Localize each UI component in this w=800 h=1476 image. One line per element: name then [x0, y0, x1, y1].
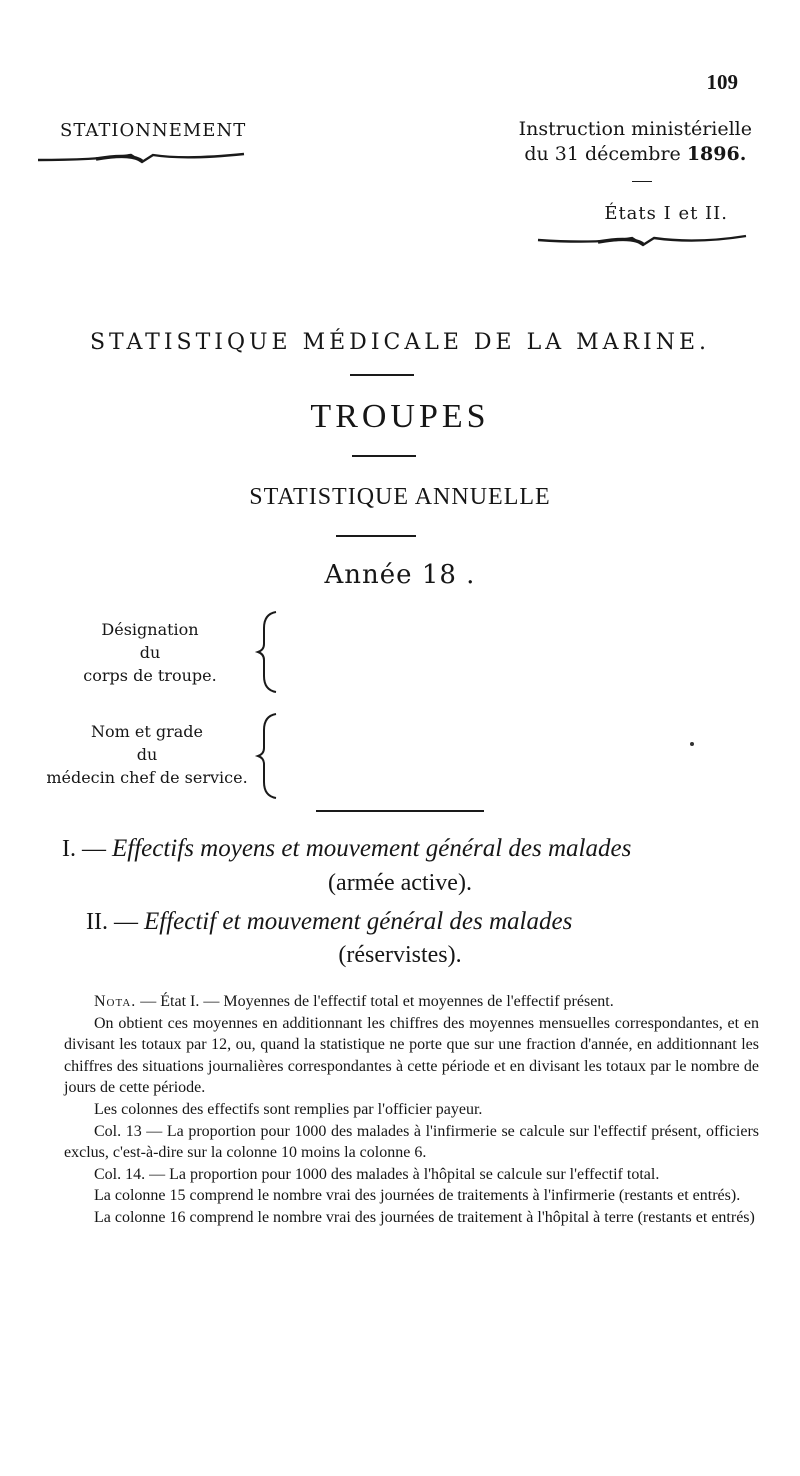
title-rule-2 — [352, 455, 416, 457]
ornament-swash-left — [36, 150, 246, 166]
short-divider — [632, 181, 652, 182]
section-2-heading — [86, 905, 786, 939]
nota-paragraph-7: La colonne 16 comprend le nombre vrai des journées de traitement à l'hôpital à terre (restants et entrés) — [94, 1208, 755, 1226]
nota-block — [64, 991, 759, 1229]
section-2-subtitle: (réservistes). — [338, 942, 462, 968]
nota-paragraph-3: Les colonnes des effectifs sont remplies par l'officier payeur. — [94, 1100, 483, 1118]
section-1-heading — [62, 832, 762, 866]
annual-statistics-title: STATISTIQUE ANNUELLE — [249, 484, 551, 510]
nota-paragraph-4: Col. 13 — La proportion pour 1000 des malades à l'infirmerie se calcule sur l'effectif présent, officiers exclus, c'est-à-dire sur la colonne 10 moins la colonne 6. — [64, 1122, 759, 1162]
field-brace-2 — [254, 712, 284, 800]
etats-label: États I et II. — [604, 203, 728, 224]
section-1-title: Effectifs moyens et mouvement général des malades — [112, 835, 632, 862]
title-rule-3 — [336, 535, 416, 537]
section-1-number: I. — — [62, 836, 106, 862]
section-1-subtitle: (armée active). — [328, 870, 472, 896]
ornament-swash-right — [536, 232, 748, 248]
instruction-date-line: du 31 décembre 1896. — [524, 143, 747, 165]
field-medecin-chef-label: Nom et grade du médecin chef de service. — [46, 722, 248, 787]
page-number: 109 — [706, 70, 738, 94]
field-corps-de-troupe-label: Désignation du corps de troupe. — [83, 620, 217, 685]
main-title: STATISTIQUE MÉDICALE DE LA MARINE. — [89, 330, 711, 355]
instruction-line: Instruction ministérielle — [518, 118, 752, 140]
section-2-title: Effectif et mouvement général des malades — [143, 908, 573, 935]
year-line: Année 18 . — [324, 560, 476, 590]
nota-paragraph-5: Col. 14. — La proportion pour 1000 des malades à l'hôpital se calcule sur l'effectif total. — [94, 1165, 660, 1183]
stray-dot — [690, 742, 694, 746]
nota-paragraph-2: On obtient ces moyennes en additionnant les chiffres des moyennes mensuelles correspondantes, et en divisant les totaux par 12, ou, quand la statistique ne porte que sur une fraction d'année, en additionnant les chiffres des situations journalières correspondantes à cette période et en divisant les totaux par le nombre de jours de cette période. — [64, 1014, 759, 1097]
header-right-block — [519, 117, 752, 167]
nota-paragraph-1: Nota. — État I. — Moyennes de l'effectif total et moyennes de l'effectif présent. — [94, 993, 614, 1010]
section-divider — [316, 810, 484, 812]
section-2-number: II. — — [86, 909, 138, 935]
title-rule-1 — [350, 374, 414, 376]
nota-paragraph-6: La colonne 15 comprend le nombre vrai des journées de traitements à l'infirmerie (restants et entrés). — [94, 1187, 741, 1205]
nota-label: Nota. — [94, 993, 137, 1010]
header-left-label: STATIONNEMENT — [60, 120, 247, 141]
field-brace-1 — [254, 610, 284, 694]
troupes-title: TROUPES — [310, 398, 490, 435]
instruction-year: 1896. — [686, 143, 747, 165]
